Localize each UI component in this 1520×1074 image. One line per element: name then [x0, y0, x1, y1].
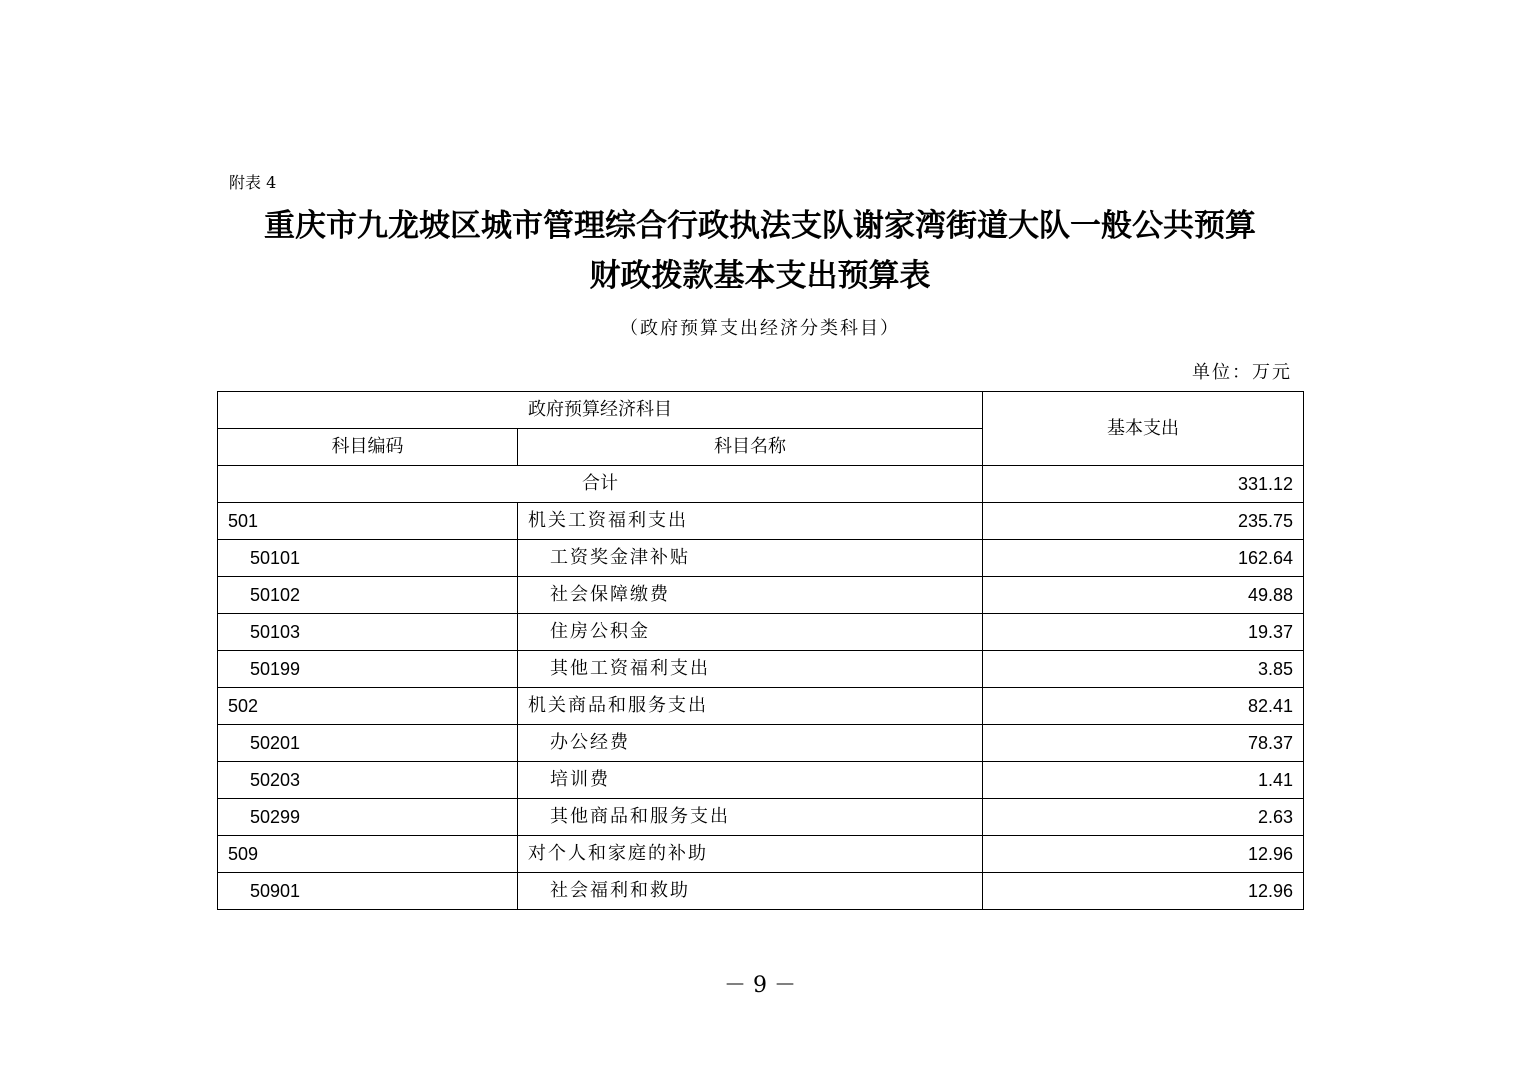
group-header: 政府预算经济科目: [218, 392, 983, 429]
amount-header: 基本支出: [983, 392, 1304, 466]
code-header: 科目编码: [218, 429, 518, 466]
row-code: 50201: [218, 725, 518, 762]
row-amount: 235.75: [983, 503, 1304, 540]
total-label: 合计: [218, 466, 983, 503]
row-name: 培训费: [518, 762, 983, 799]
document-subtitle: （政府预算支出经济分类科目）: [620, 318, 900, 339]
table-row: [218, 799, 1304, 836]
row-code: 50299: [218, 799, 518, 836]
row-code: 50101: [218, 540, 518, 577]
row-amount: 49.88: [983, 577, 1304, 614]
page-number: － 9 －: [724, 973, 796, 998]
table-row: [218, 688, 1304, 725]
row-name: 其他商品和服务支出: [518, 799, 983, 836]
row-amount: 82.41: [983, 688, 1304, 725]
table-row: [218, 873, 1304, 910]
name-header: 科目名称: [518, 429, 983, 466]
row-amount: 1.41: [983, 762, 1304, 799]
table-row: [218, 725, 1304, 762]
row-name: 住房公积金: [518, 614, 983, 651]
table-row: [218, 614, 1304, 651]
annex-label: 附表 4: [229, 173, 277, 192]
budget-table: [217, 391, 1304, 910]
table-row: [218, 762, 1304, 799]
row-code: 501: [218, 503, 518, 540]
table-row: [218, 836, 1304, 873]
total-row: [218, 466, 1304, 503]
table-row: [218, 503, 1304, 540]
row-name: 其他工资福利支出: [518, 651, 983, 688]
table-row: [218, 540, 1304, 577]
row-code: 50901: [218, 873, 518, 910]
row-name: 社会保障缴费: [518, 577, 983, 614]
row-amount: 12.96: [983, 836, 1304, 873]
row-code: 50102: [218, 577, 518, 614]
header-row-1: [218, 392, 1304, 429]
total-value: 331.12: [983, 466, 1304, 503]
table-row: [218, 651, 1304, 688]
row-name: 工资奖金津补贴: [518, 540, 983, 577]
unit-label: 单位：万元: [1192, 362, 1292, 383]
row-amount: 19.37: [983, 614, 1304, 651]
row-amount: 78.37: [983, 725, 1304, 762]
row-code: 50203: [218, 762, 518, 799]
document-title-line2: 财政拨款基本支出预算表: [589, 258, 931, 294]
row-name: 社会福利和救助: [518, 873, 983, 910]
row-amount: 2.63: [983, 799, 1304, 836]
row-code: 50103: [218, 614, 518, 651]
row-name: 机关商品和服务支出: [518, 688, 983, 725]
row-name: 对个人和家庭的补助: [518, 836, 983, 873]
row-amount: 162.64: [983, 540, 1304, 577]
row-code: 50199: [218, 651, 518, 688]
row-amount: 3.85: [983, 651, 1304, 688]
row-code: 509: [218, 836, 518, 873]
row-code: 502: [218, 688, 518, 725]
row-name: 机关工资福利支出: [518, 503, 983, 540]
row-name: 办公经费: [518, 725, 983, 762]
table-row: [218, 577, 1304, 614]
row-amount: 12.96: [983, 873, 1304, 910]
document-title-line1: 重庆市九龙坡区城市管理综合行政执法支队谢家湾街道大队一般公共预算: [264, 208, 1256, 244]
